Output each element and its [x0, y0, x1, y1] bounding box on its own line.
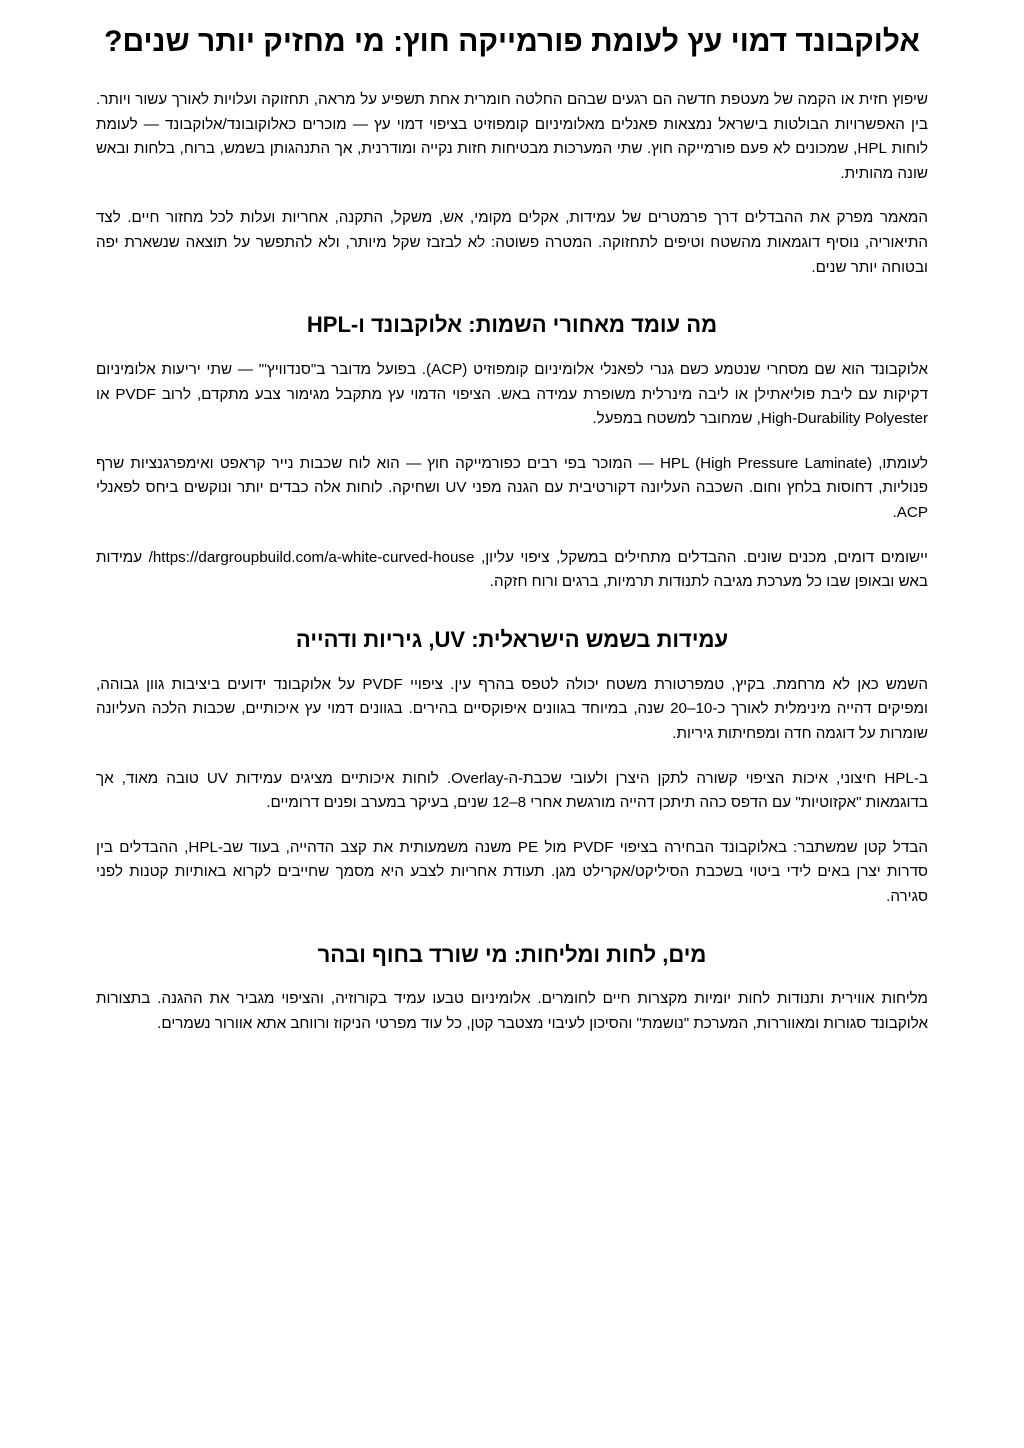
- section-uv-paragraph-1: השמש כאן לא מרחמת. בקיץ, טמפרטורת משטח יכולה לטפס בהרף עין. ציפויי PVDF על אלוקבונד ידועים ביציבות גוון גבוהה, ומפיקים דהייה מינימלית לאורך כ-10–20 שנה, במיוחד בגוונים איפוקסיים בהירים. בגוונים דמוי עץ איכותיים, שכבות הלכה העליונה שומרות על דוגמה חדה ומפחיתות גיריות.: [96, 675, 928, 742]
- section-uv-paragraph-2: ב-HPL חיצוני, איכות הציפוי קשורה לתקן היצרן ולעובי שכבת-ה-Overlay. לוחות איכותיים מציגים עמידות UV טובה מאוד, אך בדוגמאות "אקזוטיות" עם הדפס כהה תיתכן דהייה מורגשת אחרי 8–12 שנים, בעיקר במערב ופנים דרומיים.: [96, 769, 929, 812]
- section-names-paragraph-1: אלוקבונד הוא שם מסחרי שנטמע כשם גנרי לפאנלי אלומיניום קומפוזיט (ACP). בפועל מדובר ב"סנדוויץ'" — שתי יריעות אלומיניום דקיקות עם ליבת פוליאתילן או ליבה מינרלית משופרת עמידה באש. הציפוי הדמוי עץ מתקבל מגימור צבע מתקדם, לרוב PVDF או High-Durability Polyester, שמחובר למשטח במפעל.: [96, 360, 929, 428]
- section-heading-uv: עמידות בשמש הישראלית: UV, גיריות ודהייה: [295, 626, 729, 652]
- intro-paragraph-2: המאמר מפרק את ההבדלים דרך פרמטרים של עמידות, אקלים מקומי, אש, משקל, התקנה, אחריות ועלות לכל מחזור חיים. לצד התיאוריה, נוסיף דוגמאות מהשטח וטיפים לתחזוקה. המטרה פשוטה: לא לבזבז שקל מיותר, ולא להתפשר על תוצאה שנשארת יפה ובטוחה יותר שנים.: [96, 209, 928, 276]
- section-uv: [96, 625, 928, 910]
- section-heading-names: מה עומד מאחורי השמות: אלוקבונד ו-HPL: [306, 312, 718, 338]
- section-names: [96, 310, 928, 595]
- intro-paragraph-1: שיפוץ חזית או הקמה של מעטפת חדשה הם רגעים שבהם החלטה חומרית אחת תשפיע על מראה, תחזוקה ועלויות לאורך עשור ויותר. בין האפשרויות הבולטות בישראל נמצאות פאנלים מאלומיניום קומפוזיט בציפוי דמוי עץ — מוכרים כאלוקובונד/אלוקבונד — לעומת לוחות HPL, שמכונים לא פעם פורמייקה חוץ. שתי המערכות מבטיחות חזות נקייה ומודרנית, אך התנהגותן בשמש, ברוח, בלחות ובאש שונה מהותית.: [96, 90, 928, 182]
- section-uv-paragraph-3: הבדל קטן שמשתבר: באלוקבונד הבחירה בציפוי PVDF מול PE משנה משמעותית את קצב הדהייה, בעוד שב-HPL, ההבדלים בין סדרות יצרן באים לידי ביטוי בשכבת הסיליקט/אקרילט מגן. תעודת אחריות לצבע היא מסמך שחייבים לקרוא באותיות קטנות לפני סגירה.: [96, 838, 928, 906]
- section-heading-moisture: מים, לחות ומליחות: מי שורד בחוף ובהר: [317, 941, 707, 967]
- page-title: אלוקבונד דמוי עץ לעומת פורמייקה חוץ: מי מחזיק יותר שנים?: [104, 25, 920, 58]
- section-moisture: [96, 940, 928, 1037]
- intro-section: [96, 88, 928, 280]
- section-names-paragraph-3: יישומים דומים, מכנים שונים. ההבדלים מתחילים במשקל, ציפוי עליון, https://dargroupbuild.com/a-white-curved-house/ עמידות באש ובאופן שבו כל מערכת מגיבה לתנודות תרמיות, ברגים ורוח חזקה.: [96, 548, 928, 591]
- section-names-paragraph-2: לעומתו, HPL (High Pressure Laminate) — המוכר בפי רבים כפורמייקה חוץ — הוא לוח שכבות נייר קראפט ואימפרגנציות שרף פנוליות, דחוסות בלחץ וחום. השכבה העליונה דקורטיבית עם הגנה מפני UV ושחיקה. לוחות אלה כבדים יותר ונוקשים ביחס לפאנלי ACP.: [96, 454, 929, 522]
- section-moisture-paragraph-1: מליחות אווירית ותנודות לחות יומיות מקצרות חיים לחומרים. אלומיניום טבעו עמיד בקורוזיה, והציפוי מגביר את ההגנה. בתצורות אלוקבונד סגורות ומאווררות, המערכת "נושמת" והסיכון לעיבוי מצטבר קטן, כל עוד מפרטי הניקוז ורווחב אתא אוורור נשמרים.: [96, 990, 928, 1032]
